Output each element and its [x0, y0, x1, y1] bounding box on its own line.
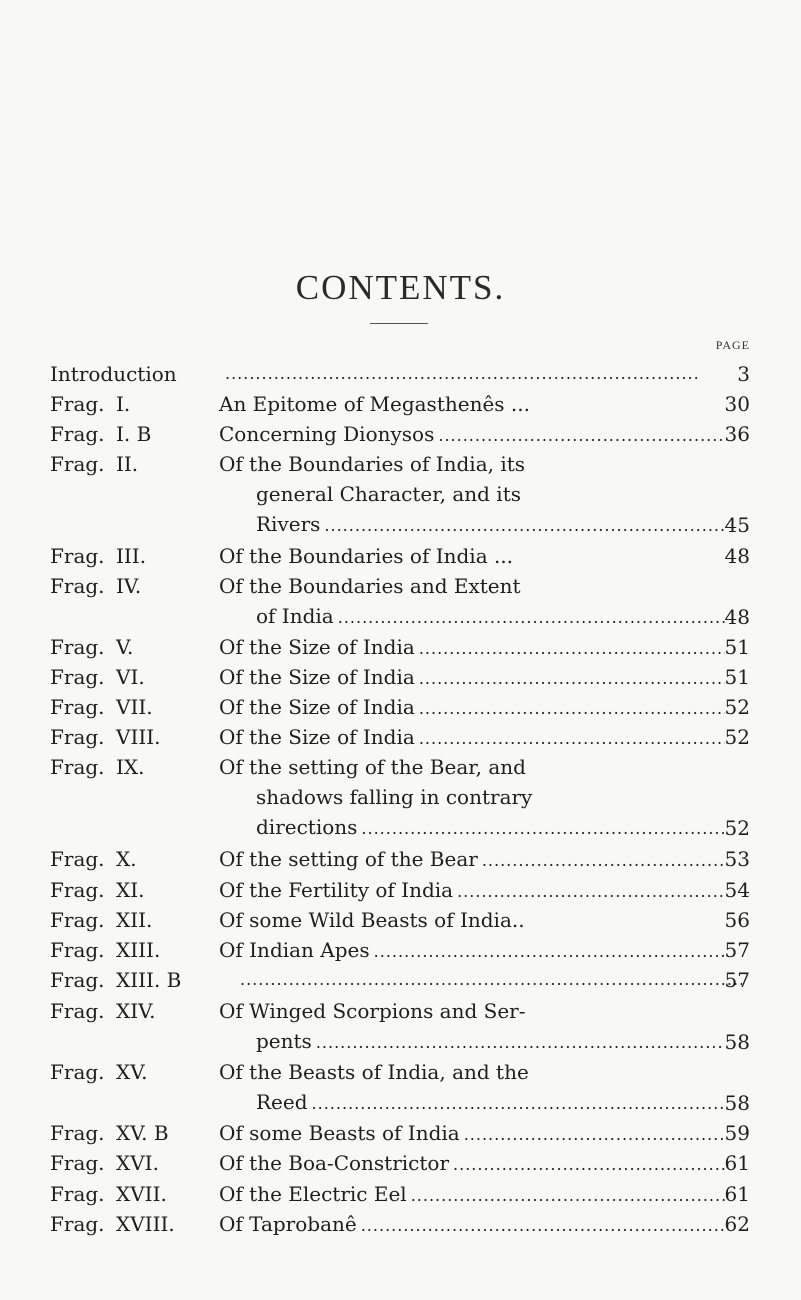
entry-title [219, 541, 725, 571]
entry-title [219, 632, 725, 664]
fragment-label: Frag. [50, 392, 105, 416]
dot-leader [338, 603, 725, 633]
entry-title-line: Of the Size of India [219, 635, 415, 659]
toc-entry [0, 844, 801, 875]
toc-entry [0, 875, 801, 906]
entry-title-line: Of the Boundaries of India ... [219, 544, 514, 568]
fragment-label: Frag. [50, 635, 105, 659]
entry-title [219, 1179, 725, 1211]
fragment-label: Frag. [50, 1212, 105, 1236]
page-number: 52 [724, 725, 750, 749]
page-number: 57 [724, 938, 750, 962]
fragment-number: XIII. [116, 938, 161, 962]
fragment-label: Frag. [50, 847, 105, 871]
fragment-label: Frag. [50, 452, 105, 476]
fragment-number: XI. [116, 878, 145, 902]
entry-title-line: Of some Wild Beasts of India.. [219, 908, 525, 932]
page-number: 51 [724, 665, 750, 689]
fragment-number: VI. [116, 665, 145, 689]
intro-label: Introduction [50, 362, 177, 386]
page-number: 58 [724, 1029, 750, 1054]
entry-title [219, 449, 725, 541]
intro-row [0, 359, 801, 389]
page-number: 58 [724, 1090, 750, 1115]
entry-title [219, 722, 725, 754]
entry-title [219, 692, 725, 724]
title-rule [370, 323, 428, 324]
toc-entry [0, 1057, 801, 1118]
entry-title-line: pents [256, 1029, 312, 1053]
page-number: 3 [737, 362, 750, 386]
entry-title [219, 1118, 725, 1150]
page-title: CONTENTS. [295, 268, 506, 307]
entry-title-line: Reed [256, 1090, 308, 1114]
entry-title [219, 844, 725, 876]
fragment-label: Frag. [50, 574, 105, 598]
page-number: 53 [724, 847, 750, 871]
fragment-label: Frag. [50, 544, 105, 568]
fragment-label: Frag. [50, 968, 105, 992]
dot-leader [374, 937, 725, 967]
dot-leader [419, 664, 725, 694]
entry-title-line: Of the setting of the Bear, and [219, 755, 526, 779]
entry-title [219, 389, 725, 419]
fragment-label: Frag. [50, 999, 105, 1023]
dot-leader [411, 1181, 725, 1211]
entry-title-line: Of the Size of India [219, 695, 415, 719]
fragment-label: Frag. [50, 755, 105, 779]
toc-entry [0, 419, 801, 450]
page-number: 54 [724, 878, 750, 902]
fragment-label: Frag. [50, 422, 105, 446]
dot-leader [419, 694, 725, 724]
entry-title-line: Of the Boundaries and Extent [219, 574, 521, 598]
dot-leader [240, 965, 742, 995]
entry-title [219, 996, 725, 1058]
fragment-label: Frag. [50, 665, 105, 689]
toc-entry [0, 1118, 801, 1149]
fragment-number: III. [116, 544, 147, 568]
fragment-number: X. [116, 847, 137, 871]
fragment-number: II. [116, 452, 139, 476]
fragment-label: Frag. [50, 695, 105, 719]
entry-title [219, 905, 725, 935]
toc-entry [0, 905, 801, 936]
entry-title-line: Of Winged Scorpions and Ser- [219, 999, 526, 1023]
page-number: 57 [724, 968, 750, 992]
page-number: 30 [724, 392, 750, 416]
page-number: 61 [724, 1182, 750, 1206]
toc-entry [0, 1179, 801, 1210]
fragment-label: Frag. [50, 878, 105, 902]
entry-title-line: shadows falling in contrary [256, 785, 533, 809]
fragment-number: V. [116, 635, 134, 659]
entry-title-line: Of the Fertility of India [219, 878, 454, 902]
entry-title [219, 419, 725, 451]
dot-leader [464, 1120, 725, 1150]
dot-leader [361, 814, 725, 844]
entry-title-line: Of the Boa-Constrictor [219, 1151, 450, 1175]
dot-leader [453, 1150, 725, 1180]
entry-title [219, 935, 725, 967]
toc-entry [0, 571, 801, 632]
entry-title-line: Concerning Dionysos [219, 422, 435, 446]
fragment-number: I. [116, 392, 131, 416]
entry-title-line: Of the Beasts of India, and the [219, 1060, 529, 1084]
fragment-number: XVIII. [116, 1212, 175, 1236]
fragment-label: Frag. [50, 1151, 105, 1175]
fragment-number: VIII. [116, 725, 161, 749]
fragment-number: I. B [116, 422, 152, 446]
entry-title-line: Of the Electric Eel [219, 1182, 407, 1206]
entry-title [219, 571, 725, 633]
fragment-number: XIII. B [116, 968, 182, 992]
page-number: 51 [724, 635, 750, 659]
dot-leader [419, 634, 725, 664]
toc-entry [0, 662, 801, 693]
entry-title [219, 752, 725, 844]
dot-leader [312, 1089, 725, 1119]
entry-title [219, 1057, 725, 1119]
page-number: 52 [724, 695, 750, 719]
dot-leader [361, 1211, 725, 1241]
page-number: 56 [724, 908, 750, 932]
toc-entry [0, 1148, 801, 1179]
fragment-label: Frag. [50, 1182, 105, 1206]
fragment-label: Frag. [50, 1060, 105, 1084]
entry-title-line: general Character, and its [256, 482, 521, 506]
page-number: 59 [724, 1121, 750, 1145]
entry-title-line: Of some Beasts of India [219, 1121, 460, 1145]
dot-leader [438, 421, 725, 451]
fragment-label: Frag. [50, 908, 105, 932]
toc-entry [0, 632, 801, 663]
entry-title-line: Of the Size of India [219, 725, 415, 749]
entry-title-line: Rivers [256, 512, 321, 536]
toc-entry [0, 389, 801, 420]
toc-entry [0, 935, 801, 966]
fragment-label: Frag. [50, 938, 105, 962]
page-number: 52 [724, 816, 750, 840]
toc-entry [0, 996, 801, 1057]
toc-entry [0, 541, 801, 572]
fragment-label: Frag. [50, 1121, 105, 1145]
dot-leader [419, 724, 725, 754]
fragment-number: IX. [116, 755, 145, 779]
dot-leader [457, 877, 725, 907]
entry-title-line: of India [256, 604, 334, 628]
toc-entry [0, 692, 801, 723]
entry-title [219, 662, 725, 694]
entry-title-line: directions [256, 815, 358, 839]
page-number: 45 [724, 513, 750, 537]
entry-title [219, 875, 725, 907]
entry-title [236, 965, 742, 995]
entry-title-line: Of the Boundaries of India, its [219, 452, 526, 476]
entry-title [219, 1209, 725, 1241]
dot-leader [482, 846, 725, 876]
entry-title-line: Of the setting of the Bear [219, 847, 478, 871]
fragment-number: XV. [116, 1060, 148, 1084]
page-column-header: PAGE [715, 338, 750, 352]
page-number: 36 [724, 422, 750, 446]
page-number: 48 [724, 544, 750, 568]
fragment-number: XV. B [116, 1121, 169, 1145]
page-number: 62 [724, 1212, 750, 1236]
toc-entry [0, 722, 801, 753]
entry-title-line: Of Taprobanê [219, 1212, 357, 1236]
page-number: 48 [724, 604, 750, 629]
fragment-number: VII. [116, 695, 153, 719]
fragment-number: XVI. [116, 1151, 159, 1175]
fragment-number: XVII. [116, 1182, 167, 1206]
toc-entry [0, 449, 801, 541]
entry-title-line: Of Indian Apes [219, 938, 370, 962]
page-number: 61 [724, 1151, 750, 1175]
fragment-number: IV. [116, 574, 142, 598]
entry-title-line: An Epitome of Megasthenês ... [219, 392, 530, 416]
dot-leader [316, 1028, 725, 1058]
fragment-number: XII. [116, 908, 153, 932]
dot-leader [324, 511, 725, 541]
entry-title [219, 1148, 725, 1180]
toc-entry [0, 1209, 801, 1240]
toc-entry [0, 752, 801, 844]
dot-leader [225, 359, 701, 389]
toc-entry [0, 965, 801, 996]
fragment-number: XIV. [116, 999, 156, 1023]
fragment-label: Frag. [50, 725, 105, 749]
entry-title-line: Of the Size of India [219, 665, 415, 689]
